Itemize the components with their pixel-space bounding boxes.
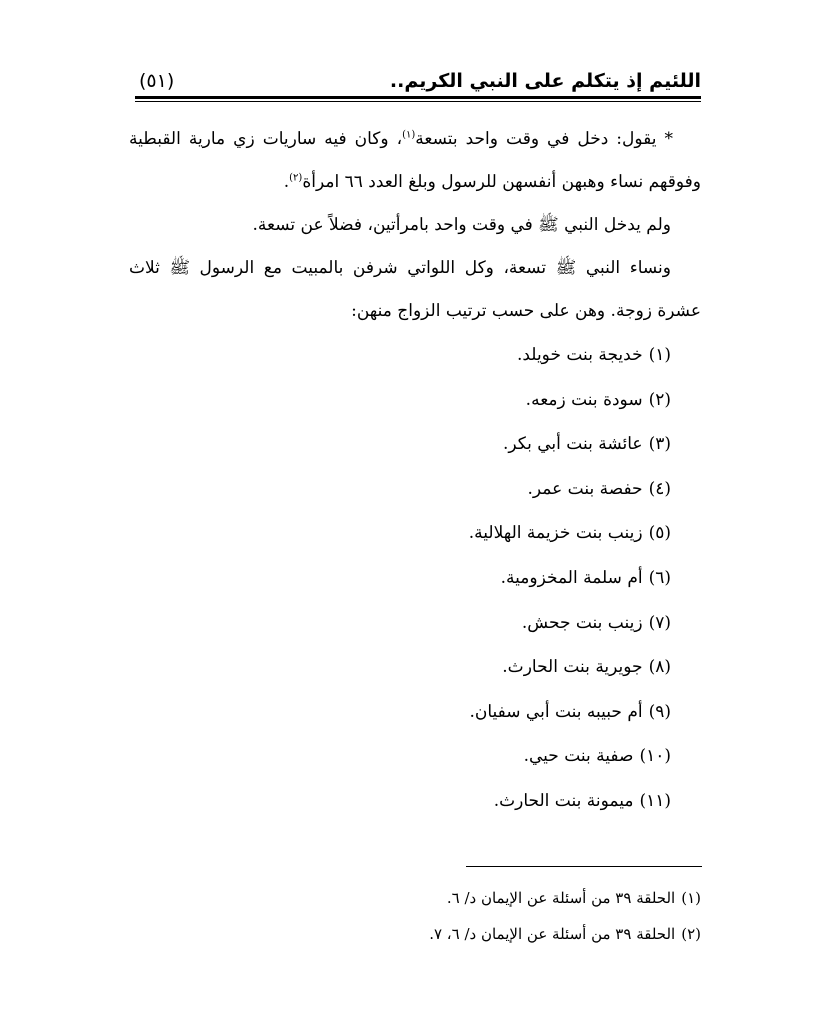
footnote-ref-2[interactable]: (٢) xyxy=(289,172,303,184)
main-text xyxy=(129,118,701,824)
paragraph-wives-intro: ونساء النبي ﷺ تسعة، وكل اللواتي شرفن بالمبيت مع الرسول ﷺ ثلاث عشرة زوجة. وهن على حسب ترتيب الزواج منهن: xyxy=(129,258,701,321)
footnote-ref-1[interactable]: (١) xyxy=(402,129,416,141)
footnotes xyxy=(129,880,701,952)
item-name: خديجة بنت خويلد. xyxy=(516,345,643,365)
item-number: (١١) xyxy=(639,790,671,811)
footnote-text: الحلقة ٣٩ من أسئلة عن الإيمان د/ ٦. xyxy=(446,889,676,907)
list-item xyxy=(129,779,671,824)
running-title: اللئيم إذ يتكلم على النبي الكريم.. xyxy=(389,70,701,92)
wives-list xyxy=(129,333,701,824)
footnote-number: (٢) xyxy=(681,925,701,943)
claim-text-end: . xyxy=(283,172,290,192)
list-item xyxy=(129,333,671,378)
item-number: (٩) xyxy=(648,701,671,722)
page-number: (٥١) xyxy=(139,70,175,92)
item-name: زينب بنت جحش. xyxy=(521,612,643,633)
paragraph-claim xyxy=(129,118,701,204)
list-item xyxy=(129,734,671,779)
list-item xyxy=(129,378,671,423)
claim-text-start: * يقول: دخل في وقت واحد بتسعة xyxy=(415,129,673,149)
running-header xyxy=(135,66,701,96)
header-rule-thin xyxy=(135,101,701,102)
list-item xyxy=(129,422,671,467)
list-item xyxy=(129,601,671,646)
item-number: (٥) xyxy=(648,523,671,544)
item-number: (٦) xyxy=(648,567,671,588)
item-number: (٣) xyxy=(648,434,671,455)
item-name: صفية بنت حيي. xyxy=(523,746,634,767)
item-name: ميمونة بنت الحارث. xyxy=(493,790,634,811)
list-item xyxy=(129,511,671,556)
footnote-separator xyxy=(466,866,702,867)
item-name: عائشة بنت أبي بكر. xyxy=(502,434,643,455)
item-name: حفصة بنت عمر. xyxy=(527,478,643,499)
list-item xyxy=(129,645,671,690)
footnote-text: الحلقة ٣٩ من أسئلة عن الإيمان د/ ٦، ٧. xyxy=(429,925,676,943)
item-number: (١٠) xyxy=(639,746,671,767)
item-name: زينب بنت خزيمة الهلالية. xyxy=(468,523,643,544)
item-name: جويرية بنت الحارث. xyxy=(502,657,643,678)
list-item xyxy=(129,690,671,735)
claim-text-middle: ، وكان فيه ساريات زي مارية القبطية وفوقهم نساء وهبهن أنفسهن للرسول وبلغ العدد ٦٦ امرأة xyxy=(129,129,701,192)
item-number: (٨) xyxy=(648,657,671,678)
footnote-number: (١) xyxy=(681,889,701,907)
item-number: (١) xyxy=(648,345,671,365)
header-rule-thick xyxy=(135,96,701,99)
item-number: (٢) xyxy=(648,389,671,410)
item-name: سودة بنت زمعه. xyxy=(525,389,643,410)
item-number: (٧) xyxy=(648,612,671,633)
list-item xyxy=(129,467,671,512)
item-name: أم حبيبه بنت أبي سفيان. xyxy=(469,701,643,722)
footnote-1 xyxy=(129,880,701,916)
item-name: أم سلمة المخزومية. xyxy=(500,567,643,588)
paragraph-rebuttal: ولم يدخل النبي ﷺ في وقت واحد بامرأتين، فضلاً عن تسعة. xyxy=(252,215,671,235)
item-number: (٤) xyxy=(648,478,671,499)
footnote-2 xyxy=(129,916,701,952)
list-item xyxy=(129,556,671,601)
